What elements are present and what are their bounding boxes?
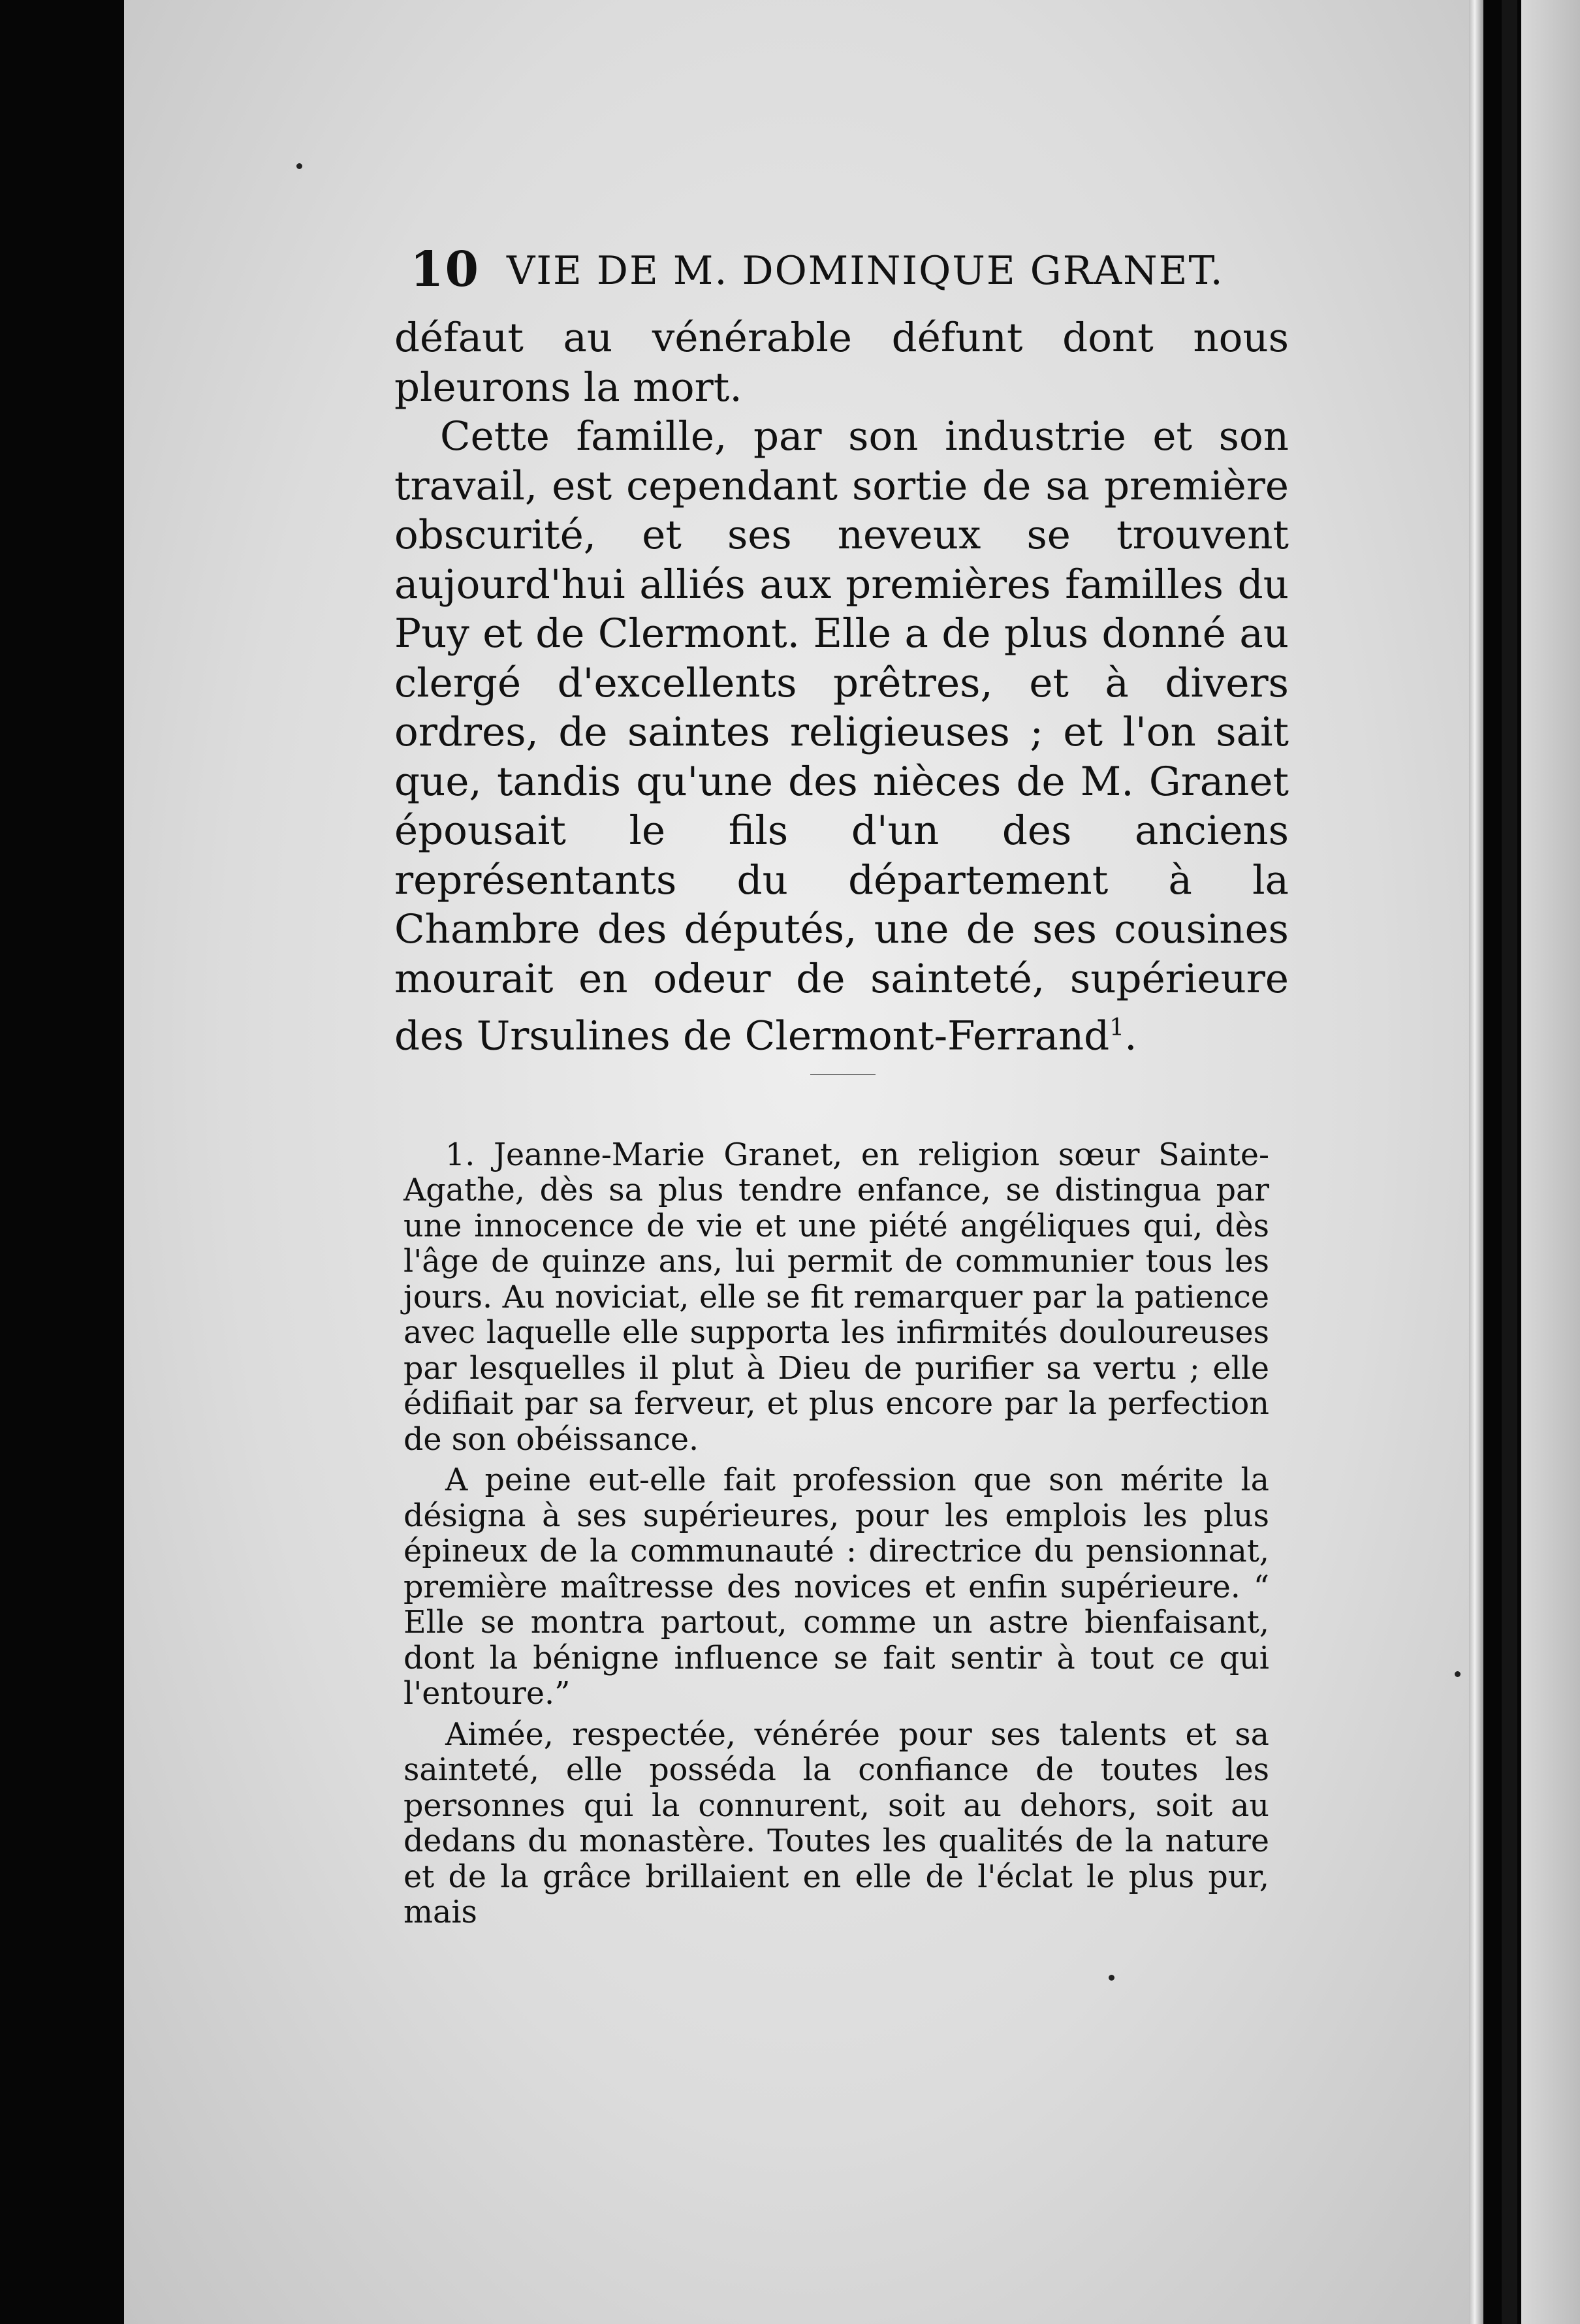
- scan-speck: [296, 163, 302, 169]
- body-paragraph-text: Cette famille, par son industrie et son travail, est cependant sortie de sa première obscurité, et ses neveux se trouvent aujourd'hui alliés aux premières familles du Puy et de Clermont. Elle a de plus donné au clergé d'excellents prêtres, et à divers ordres, de saintes religieuses ; et l'on sait que, tandis qu'une des nièces de M. Granet épousait le fils d'un des anciens représentants du département à la Chambre des députés, une de ses cousines mourait en odeur de sainteté, supérieure des Ursulines de Clermont-Ferrand: [394, 413, 1289, 1060]
- page-number: 10: [410, 242, 480, 298]
- binding-shadow: [1502, 0, 1517, 2324]
- footnote-paragraph: [390, 1463, 1295, 1712]
- body-paragraph: [390, 412, 1295, 1061]
- footnote-separator: [810, 1074, 876, 1075]
- body-paragraph-text: défaut au vénérable défunt dont nous pleurons la mort.: [394, 315, 1289, 411]
- adjacent-page-strip: [1521, 0, 1580, 2324]
- page-text: [390, 242, 1295, 1936]
- page-edge: [1469, 0, 1483, 2324]
- scan-speck: [1109, 1975, 1114, 1981]
- footnote-text: 1. Jeanne-Marie Granet, en religion sœur Sainte-Agathe, dès sa plus tendre enfance, se distingua par une innocence de vie et une piété angéliques qui, dès l'âge de quinze ans, lui permit de communier tous les jours. Au noviciat, elle se fit remarquer par la patience avec laquelle elle supporta les infirmités douloureuses par lesquelles il plut à Dieu de purifier sa vertu ; elle édifiait par sa ferveur, et plus encore par la perfection de son obéissance.: [403, 1137, 1269, 1458]
- body-paragraph-end: .: [1124, 1013, 1137, 1060]
- footnote-paragraph: [390, 1718, 1295, 1931]
- footnote-text: A peine eut-elle fait profession que son mérite la désigna à ses supérieures, pour les emplois les plus épineux de la communauté : directrice du pensionnat, première maîtresse des novices et enfin supérieure. “ Elle se montra partout, comme un astre bienfaisant, dont la bénigne influence se fait sentir à tout ce qui l'entoure.”: [403, 1462, 1269, 1712]
- footnote-reference[interactable]: 1: [1109, 1014, 1125, 1041]
- running-head: [390, 242, 1295, 313]
- scan-speck: [1455, 1671, 1461, 1677]
- footnote-paragraph: [390, 1138, 1295, 1458]
- footnote-text: Aimée, respectée, vénérée pour ses talents et sa sainteté, elle posséda la confiance de toutes les personnes qui la connurent, soit au dehors, soit au dedans du monastère. Toutes les qualités de la nature et de la grâce brillaient en elle de l'éclat le plus pur, mais: [403, 1716, 1269, 1931]
- running-title: VIE DE M. DOMINIQUE GRANET.: [507, 248, 1224, 294]
- body-paragraph: [390, 313, 1295, 412]
